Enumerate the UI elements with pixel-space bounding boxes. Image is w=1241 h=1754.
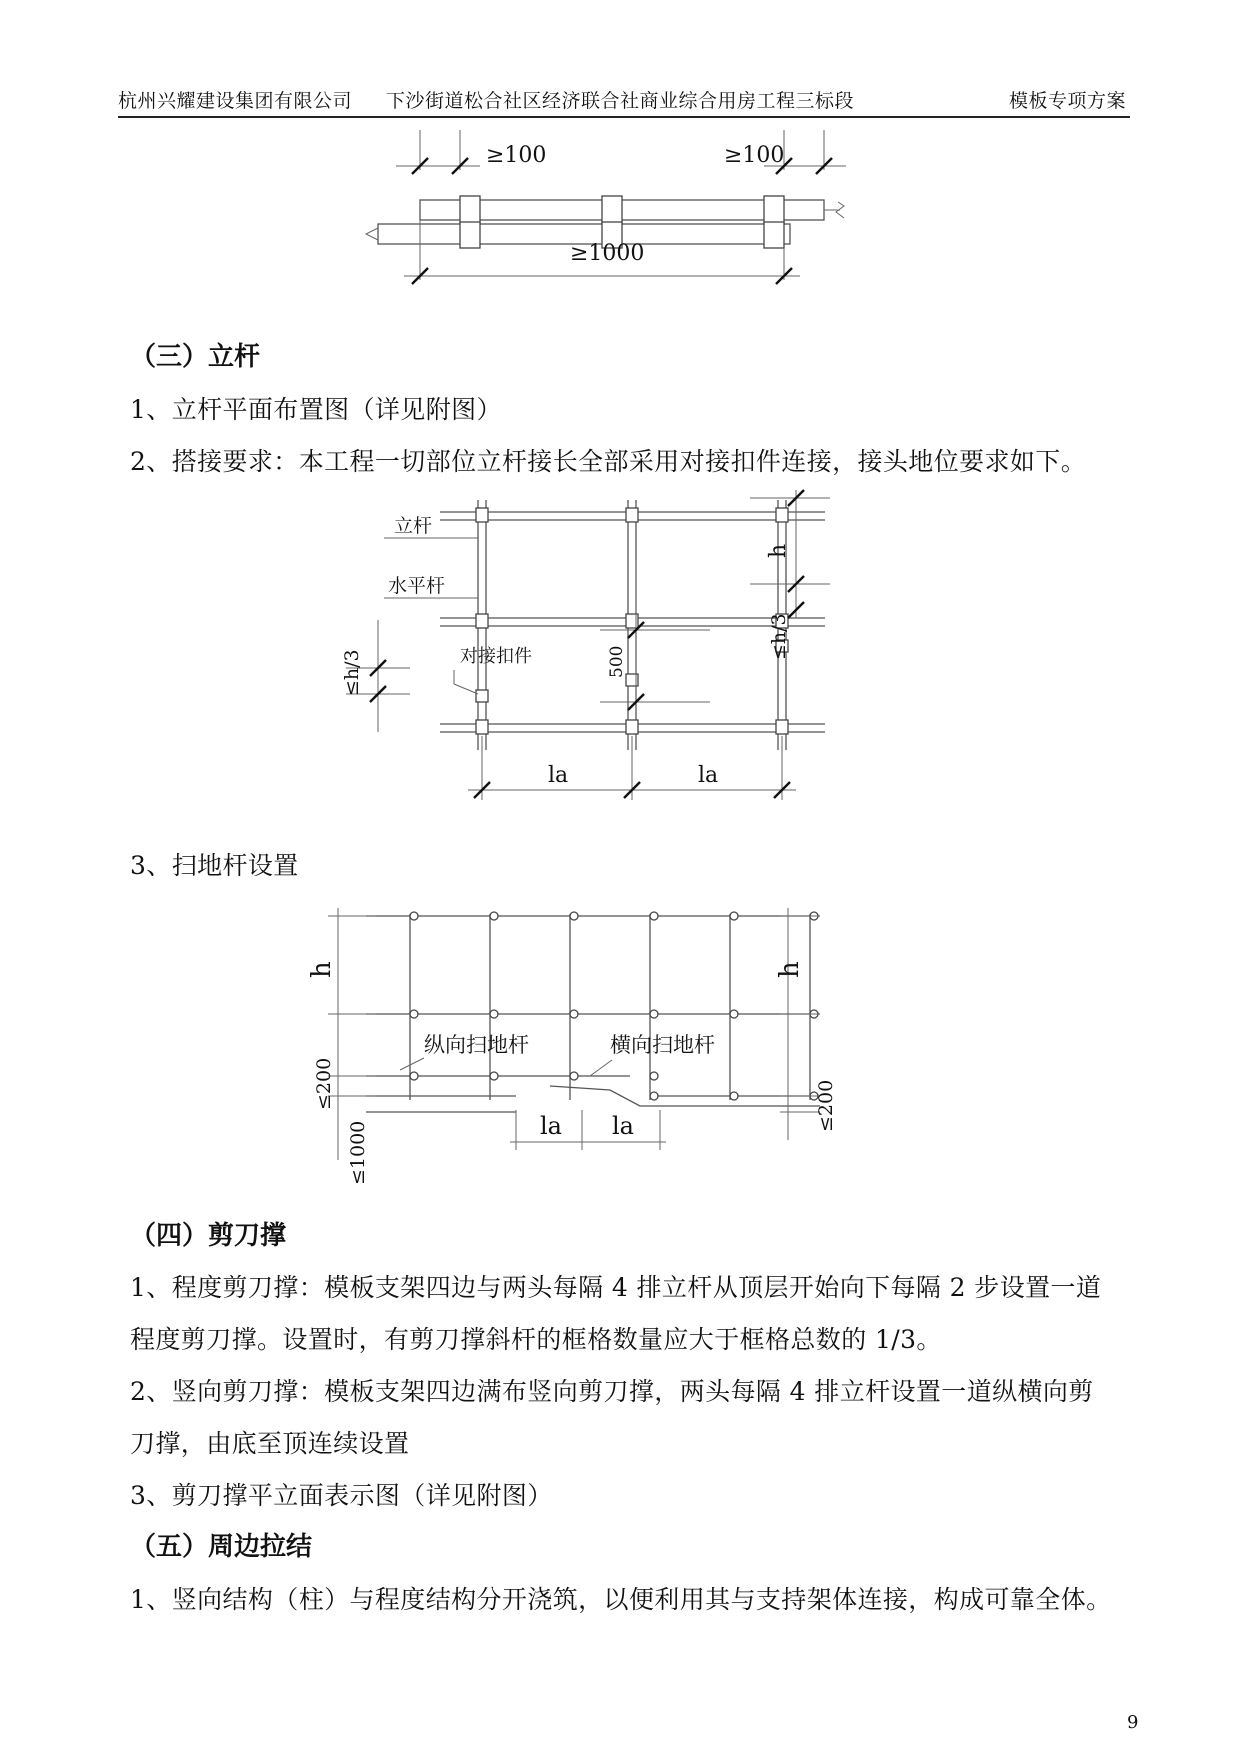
header-company: 杭州兴耀建设集团有限公司 bbox=[118, 90, 353, 112]
page-header bbox=[118, 78, 1130, 118]
section3-item3: 3、扫地杆设置 bbox=[130, 851, 299, 880]
dim-500 bbox=[600, 560, 710, 710]
section4-heading: （四）剪刀撑 bbox=[130, 1221, 287, 1251]
section4-item2-line1: 2、竖向剪刀撑：模板支架四边满布竖向剪刀撑，两头每隔 4 排立杆设置一道纵横向剪 bbox=[130, 1377, 1094, 1406]
dim-left-100: ≥100 bbox=[486, 143, 547, 168]
header-project: 下沙街道松合社区经济联合社商业综合用房工程三标段 bbox=[386, 90, 855, 112]
dim-la bbox=[468, 736, 796, 800]
grid-poles bbox=[410, 914, 810, 1100]
label-coupler: 对接扣件 bbox=[460, 646, 532, 667]
label-longitudinal-sweeping-bar: 纵向扫地杆 bbox=[424, 1033, 529, 1057]
dim-la-1: la bbox=[540, 1112, 562, 1140]
section3-item1: 1、立杆平面布置图（详见附图） bbox=[130, 395, 502, 424]
label-transverse-sweeping-bar: 横向扫地杆 bbox=[610, 1033, 715, 1057]
dim-1000: ≤1000 bbox=[347, 1120, 369, 1185]
page-number: 9 bbox=[1127, 1712, 1139, 1733]
dim-la-2: la bbox=[698, 763, 719, 788]
dim-200-left: ≤200 bbox=[313, 1057, 335, 1110]
dim-h-left: h bbox=[307, 961, 337, 978]
couplers bbox=[476, 508, 788, 734]
dim-500-label: 500 bbox=[607, 645, 627, 678]
grid-bars bbox=[366, 916, 820, 1112]
dim-h3-right: ≤h/3 bbox=[768, 613, 790, 660]
section4-item1-line2: 程度剪刀撑。设置时，有剪刀撑斜杆的框格数量应大于框格总数的 1/3。 bbox=[130, 1325, 942, 1354]
section5-heading: （五）周边拉结 bbox=[130, 1532, 313, 1562]
dim-la-1: la bbox=[548, 763, 569, 788]
dim-h3-left-label: ≤h/3 bbox=[341, 649, 363, 696]
figure-sweeping-bar bbox=[307, 900, 940, 1185]
section4-item1-line1: 1、程度剪刀撑：模板支架四边与两头每隔 4 排立杆从顶层开始向下每隔 2 步设置一道 bbox=[130, 1273, 1102, 1302]
section3-item2: 2、搭接要求：本工程一切部位立杆接长全部采用对接扣件连接，接头地位要求如下。 bbox=[130, 447, 1087, 476]
section4-item2-line2: 刀撑，由底至顶连续设置 bbox=[130, 1429, 410, 1458]
header-doc-type: 模板专项方案 bbox=[1008, 90, 1126, 112]
label-horizontal-bar: 水平杆 bbox=[388, 575, 446, 597]
dim-h-right: h bbox=[775, 961, 805, 978]
label-pole: 立杆 bbox=[394, 515, 433, 537]
dim-right-100: ≥100 bbox=[724, 143, 785, 168]
dim-la-2: la bbox=[612, 1112, 634, 1140]
node-circles bbox=[410, 912, 818, 1100]
dim-la-bottom bbox=[510, 1110, 666, 1150]
section4-item3: 3、剪刀撑平立面表示图（详见附图） bbox=[130, 1481, 553, 1510]
section5-item1: 1、竖向结构（柱）与程度结构分开浇筑，以便利用其与支持架体连接，构成可靠全体。 bbox=[130, 1585, 1112, 1614]
dim-bottom-1000: ≥1000 bbox=[570, 241, 645, 266]
dim-h: h bbox=[766, 543, 791, 558]
dim-200-right: ≤200 bbox=[815, 1079, 837, 1132]
dim-h-right-lines bbox=[780, 908, 820, 1140]
figure-pole-joint bbox=[341, 500, 910, 820]
section3-heading: （三）立杆 bbox=[130, 342, 261, 372]
figure-joint-spacing bbox=[360, 130, 900, 320]
